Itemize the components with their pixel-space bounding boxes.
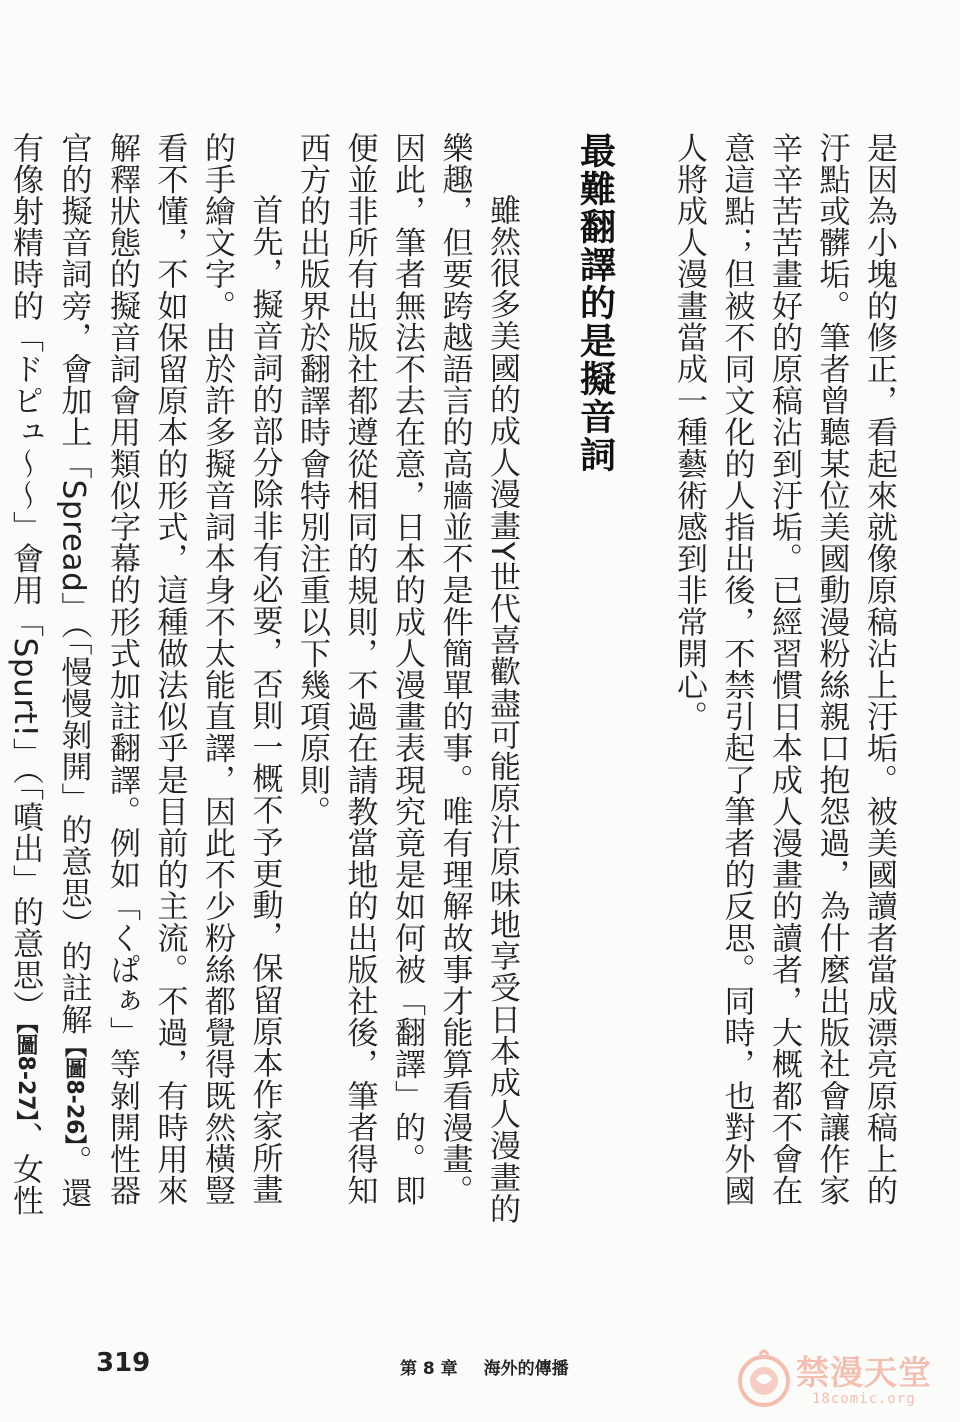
watermark-url: 18comic.org bbox=[812, 1391, 916, 1407]
chapter-label: 第 8 章 bbox=[400, 1359, 458, 1379]
site-watermark bbox=[734, 1345, 949, 1415]
running-footer bbox=[400, 1354, 569, 1379]
figure-ref-8-26: 【圖8-26】 bbox=[61, 1035, 87, 1146]
section-heading: 最難翻譯的是擬音詞 bbox=[574, 132, 616, 474]
page-number: 319 bbox=[96, 1348, 151, 1378]
paragraph-3-part-b: 。還有像射精時的「ドピュ〜〜」會用「Spurt!」（「噴出」的意思） bbox=[7, 132, 92, 1209]
paragraph-2: 雖然很多美國的成人漫畫Y世代喜歡盡可能原汁原味地享受日本成人漫畫的樂趣，但要跨越語言的高牆並不是件簡單的事。唯有理解故事才能算看漫畫。因此，筆者無法不去在意，日本的成人漫畫表現究竟是如何被「翻譯」的。即便並非所有出版社都遵從相同的規則，不過在請教當地的出版社後，筆者得知西方的出版界於翻譯時會特別注重以下幾項原則。 bbox=[294, 132, 520, 1225]
watermark-logo-icon bbox=[734, 1345, 794, 1411]
figure-ref-8-27: 【圖8-27】 bbox=[13, 1022, 38, 1122]
paragraph-3-part-c: 、女性 bbox=[7, 1121, 43, 1217]
paragraph-3-part-a: 首先，擬音詞的部分除非有必要，否則一概不予更動，保留原本作家所畫的手繪文字。由於許多擬音詞本身不太能直譯，因此不少粉絲都覺得既然橫豎看不懂，不如保留原本的形式，這種做法似乎是目前的主流。不過，有時用來解釋狀態的擬音詞會用類似字幕的形式加註翻譯。例如「くぱぁ」等剝開性器官的擬音詞旁，會加上「Spread」（「慢慢剝開」的意思）的註解 bbox=[55, 132, 283, 1207]
vertical-text-block bbox=[7, 132, 902, 1232]
watermark-site-name: 禁漫天堂 bbox=[796, 1353, 932, 1392]
chapter-title: 海外的傳播 bbox=[483, 1359, 569, 1379]
paragraph-1: 是因為小塊的修正，看起來就像原稿沾上汙垢。被美國讀者當成漂亮原稿上的汙點或髒垢。筆者曾聽某位美國動漫粉絲親口抱怨過，為什麼出版社會讓作家辛辛苦苦畫好的原稿沾到汙垢。已經習慣日本成人漫畫的讀者，大概都不會在意這點；但被不同文化的人指出後，不禁引起了筆者的反思。同時，也對外國人將成人漫畫當成一種藝術感到非常開心。 bbox=[671, 132, 897, 1207]
paragraph-3 bbox=[0, 132, 288, 1232]
